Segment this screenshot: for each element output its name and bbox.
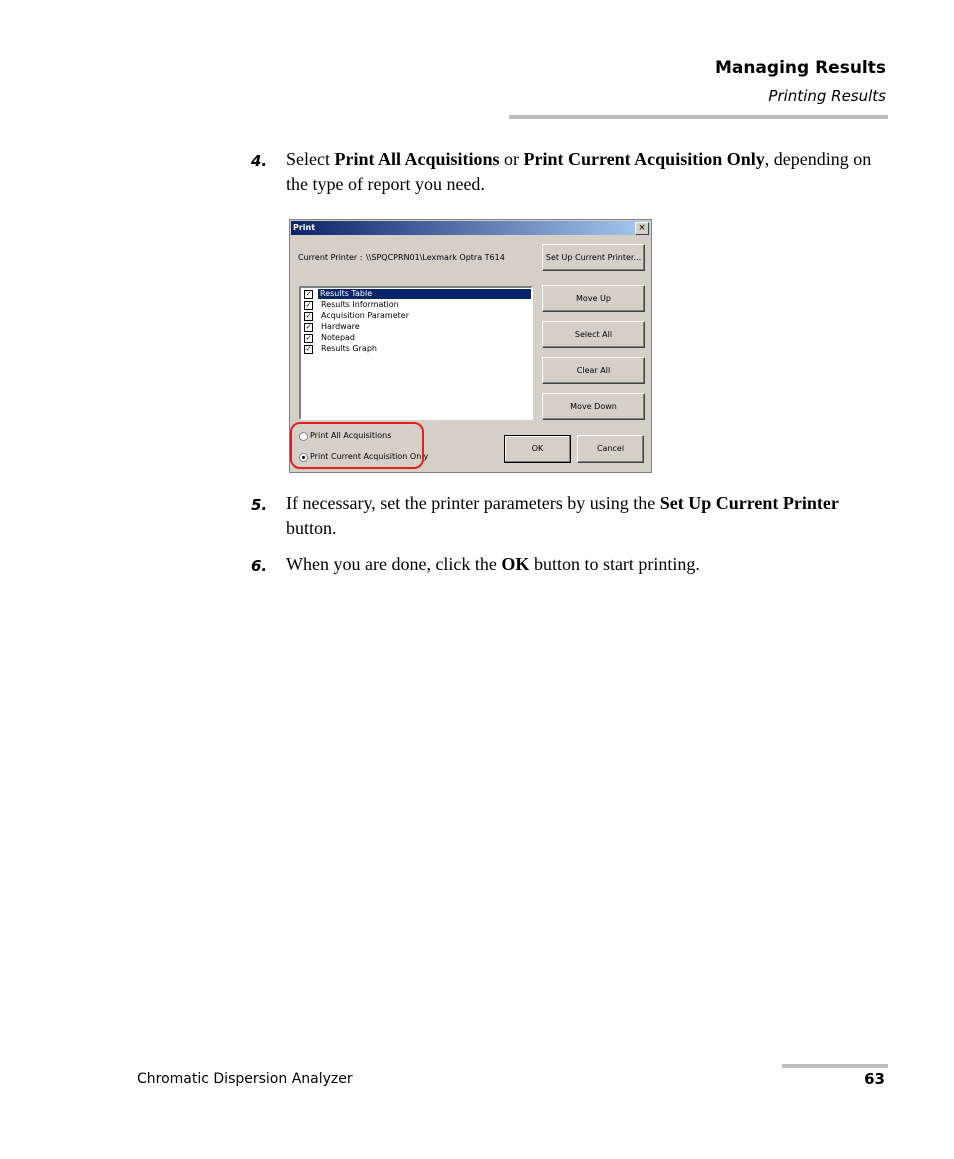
- section-subtitle: Printing Results: [768, 87, 886, 105]
- printer-name: \\SPQCPRN01\Lexmark Optra T614: [366, 253, 505, 262]
- clear-all-button[interactable]: Clear All: [542, 357, 645, 384]
- checkbox-icon[interactable]: ✓: [305, 345, 312, 353]
- dialog-title-bar: [291, 221, 650, 235]
- ok-button[interactable]: OK: [504, 435, 571, 463]
- checkbox-icon[interactable]: ✓: [305, 301, 312, 309]
- step-text: Select Print All Acquisitions or Print Current Acquisition Only, depending on the type of report you need.: [286, 149, 872, 194]
- dialog-title: Print: [293, 223, 316, 232]
- select-all-button[interactable]: Select All: [542, 321, 645, 348]
- radio-label: Print All Acquisitions: [310, 431, 392, 440]
- list-item[interactable]: [302, 344, 531, 355]
- checkbox-icon[interactable]: ✓: [305, 323, 312, 331]
- step-text: If necessary, set the printer parameters by using the Set Up Current Printer button.: [286, 493, 839, 538]
- footer-rule: [782, 1064, 888, 1068]
- move-up-button[interactable]: Move Up: [542, 285, 645, 312]
- radio-highlight-circle: [290, 422, 424, 469]
- step-number: 5.: [251, 496, 268, 514]
- printer-label: Current Printer :: [298, 253, 363, 262]
- list-item[interactable]: [302, 311, 531, 322]
- list-item[interactable]: [302, 289, 531, 300]
- list-item[interactable]: [302, 333, 531, 344]
- move-down-button[interactable]: Move Down: [542, 393, 645, 420]
- step-number: 6.: [251, 557, 268, 575]
- list-item[interactable]: [302, 322, 531, 333]
- list-item-label: Results Table: [318, 289, 531, 299]
- report-sections-list[interactable]: [299, 286, 533, 420]
- list-item-label: Hardware: [321, 322, 360, 331]
- header-rule: [509, 115, 888, 119]
- list-item-label: Acquisition Parameter: [321, 311, 409, 320]
- footer-product-name: Chromatic Dispersion Analyzer: [137, 1071, 353, 1087]
- list-item[interactable]: [302, 300, 531, 311]
- step-number: 4.: [251, 152, 268, 170]
- setup-printer-button[interactable]: Set Up Current Printer...: [542, 244, 645, 271]
- cancel-button[interactable]: Cancel: [577, 435, 644, 463]
- page-number: 63: [864, 1070, 885, 1088]
- step-text: When you are done, click the OK button to start printing.: [286, 554, 700, 574]
- radio-label: Print Current Acquisition Only: [310, 452, 429, 461]
- list-item-label: Notepad: [321, 333, 355, 342]
- checkbox-icon[interactable]: ✓: [305, 334, 312, 342]
- checkbox-icon[interactable]: ✓: [305, 312, 312, 320]
- close-icon[interactable]: ×: [635, 222, 649, 235]
- checkbox-icon[interactable]: ✓: [305, 290, 312, 298]
- section-title: Managing Results: [714, 58, 886, 78]
- list-item-label: Results Graph: [321, 344, 377, 353]
- list-item-label: Results Information: [321, 300, 399, 309]
